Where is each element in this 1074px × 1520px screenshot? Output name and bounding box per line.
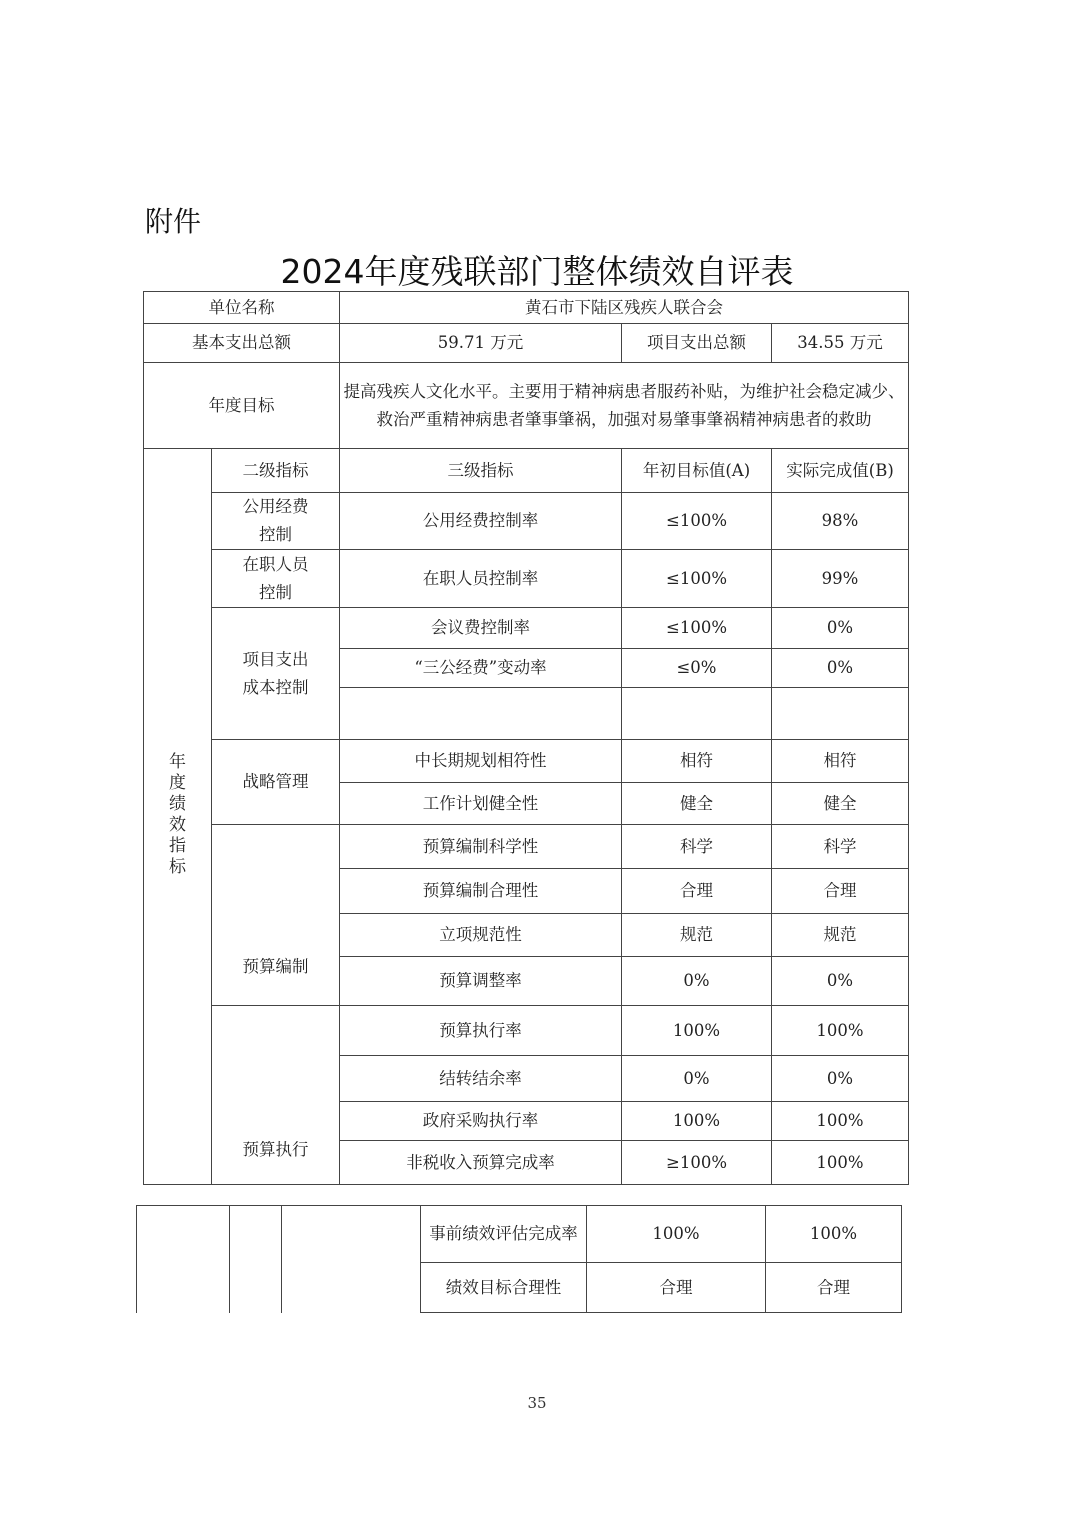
annual-goal-row	[144, 363, 909, 449]
actual-value: 100%	[772, 1141, 909, 1185]
level3-indicator: 非税收入预算完成率	[340, 1141, 622, 1185]
level2-line: 公用经费	[242, 497, 309, 516]
header-level3: 三级指标	[340, 449, 622, 493]
actual-value: 合理	[766, 1263, 902, 1313]
indicator-header-row	[144, 449, 909, 493]
target-value: ≤100%	[622, 550, 772, 608]
table-row	[144, 608, 909, 649]
level3-indicator: 在职人员控制率	[340, 550, 622, 608]
level2-line: 项目支出	[242, 649, 309, 669]
table-row	[144, 825, 909, 869]
level3-indicator: 会议费控制率	[340, 608, 622, 649]
target-value: 100%	[622, 1006, 772, 1056]
unit-label: 单位名称	[144, 292, 340, 324]
actual-value: 科学	[772, 825, 909, 869]
level3-indicator: 结转结余率	[340, 1056, 622, 1102]
actual-value: 相符	[772, 740, 909, 783]
target-value: 0%	[622, 957, 772, 1006]
unit-value: 黄石市下陆区残疾人联合会	[340, 292, 909, 324]
level3-indicator: “三公经费”变动率	[340, 649, 622, 688]
level3-indicator: 公用经费控制率	[340, 493, 622, 550]
actual-value: 规范	[772, 914, 909, 957]
level3-indicator: 立项规范性	[340, 914, 622, 957]
level3-indicator: 预算调整率	[340, 957, 622, 1006]
project-expense-label: 项目支出总额	[622, 324, 772, 363]
target-value: ≤0%	[622, 649, 772, 688]
level3-indicator: 中长期规划相符性	[340, 740, 622, 783]
target-value: 相符	[622, 740, 772, 783]
actual-value: 98%	[772, 493, 909, 550]
level2-indicator	[212, 1006, 340, 1185]
target-value: 科学	[622, 825, 772, 869]
project-expense-value: 34.55 万元	[772, 324, 909, 363]
page-title: 2024年度残联部门整体绩效自评表	[280, 252, 794, 291]
level2-line: 控制	[259, 525, 292, 544]
actual-value: 0%	[772, 1056, 909, 1102]
continued-blank-cell	[137, 1206, 230, 1313]
level2-line: 成本控制	[242, 677, 309, 697]
basic-expense-label: 基本支出总额	[144, 324, 340, 363]
actual-value: 100%	[772, 1006, 909, 1056]
actual-value	[772, 688, 909, 740]
target-value: 健全	[622, 783, 772, 825]
continued-blank-cell	[282, 1206, 421, 1313]
expense-row	[144, 324, 909, 363]
level3-indicator: 事前绩效评估完成率	[421, 1206, 587, 1263]
actual-value: 99%	[772, 550, 909, 608]
level3-indicator: 绩效目标合理性	[421, 1263, 587, 1313]
actual-value: 0%	[772, 957, 909, 1006]
evaluation-table-continued	[136, 1205, 902, 1313]
level2-line: 在职人员	[242, 554, 309, 574]
actual-value: 合理	[772, 869, 909, 914]
level2-line: 控制	[259, 582, 292, 602]
table-row	[137, 1206, 902, 1263]
target-value: ≥100%	[622, 1141, 772, 1185]
target-value: 规范	[622, 914, 772, 957]
continued-blank-cell	[230, 1206, 282, 1313]
actual-value: 0%	[772, 608, 909, 649]
actual-value: 100%	[766, 1206, 902, 1263]
level3-indicator: 预算执行率	[340, 1006, 622, 1056]
annual-goal-label: 年度目标	[144, 363, 340, 449]
target-value: 合理	[587, 1263, 766, 1313]
unit-row	[144, 292, 909, 324]
target-value: 合理	[622, 869, 772, 914]
table-row	[144, 740, 909, 783]
annual-goal-value: 提高残疾人文化水平。主要用于精神病患者服药补贴，为维护社会稳定减少、救治严重精神病患者肇事肇祸，加强对易肇事肇祸精神病患者的救助	[340, 363, 909, 449]
level2-indicator	[212, 550, 340, 608]
level2-indicator	[212, 608, 340, 740]
level2-label: 预算执行	[242, 1140, 309, 1159]
actual-value: 100%	[772, 1102, 909, 1141]
header-actual: 实际完成值(B)	[772, 449, 909, 493]
level2-indicator	[212, 493, 340, 550]
target-value: 0%	[622, 1056, 772, 1102]
page-number: 35	[527, 1394, 547, 1412]
level2-indicator: 战略管理	[212, 740, 340, 825]
attachment-label: 附件	[145, 205, 202, 238]
level2-indicator	[212, 825, 340, 1006]
level3-indicator	[340, 688, 622, 740]
target-value	[622, 688, 772, 740]
table-row	[144, 1006, 909, 1056]
level1-indicator-cell	[144, 449, 212, 1185]
basic-expense-value: 59.71 万元	[340, 324, 622, 363]
target-value: ≤100%	[622, 608, 772, 649]
target-value: 100%	[622, 1102, 772, 1141]
level3-indicator: 政府采购执行率	[340, 1102, 622, 1141]
target-value: ≤100%	[622, 493, 772, 550]
level2-label: 预算编制	[242, 957, 309, 976]
header-level2: 二级指标	[212, 449, 340, 493]
level3-indicator: 预算编制科学性	[340, 825, 622, 869]
target-value: 100%	[587, 1206, 766, 1263]
actual-value: 0%	[772, 649, 909, 688]
level3-indicator: 预算编制合理性	[340, 869, 622, 914]
table-row	[144, 550, 909, 608]
evaluation-table	[143, 291, 909, 1185]
level1-indicator-label: 年度绩效指标	[169, 752, 186, 877]
actual-value: 健全	[772, 783, 909, 825]
table-row	[144, 493, 909, 550]
level3-indicator: 工作计划健全性	[340, 783, 622, 825]
header-target: 年初目标值(A)	[622, 449, 772, 493]
